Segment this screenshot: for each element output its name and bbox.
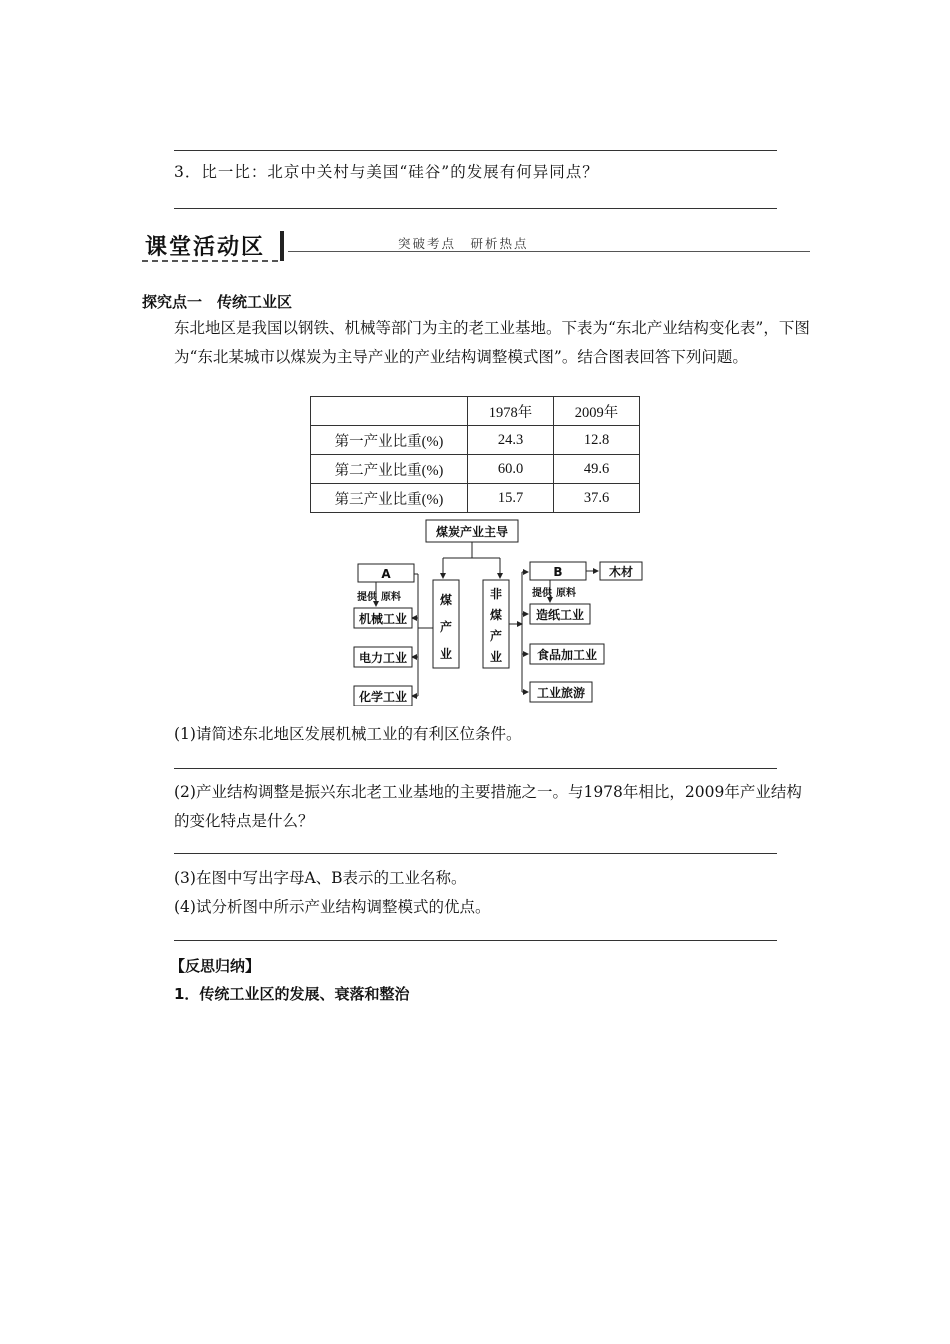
table-cell: 60.0 bbox=[468, 455, 554, 484]
table-row bbox=[311, 455, 640, 484]
diagram-a-label: A bbox=[381, 567, 391, 581]
banner-bar bbox=[280, 231, 284, 261]
banner-subtitle: 突破考点 研析热点 bbox=[398, 236, 529, 251]
diagram-vertical-char: 煤 bbox=[489, 608, 503, 622]
answer-line bbox=[174, 853, 777, 854]
table-cell: 37.6 bbox=[554, 484, 640, 513]
reflect-heading: 【反思归纳】 bbox=[170, 957, 261, 975]
diagram-vertical-char: 非 bbox=[489, 587, 503, 601]
answer-line bbox=[174, 940, 777, 941]
question-2: (2)产业结构调整是振兴东北老工业基地的主要措施之一。与1978年相比，2009年产业结构的变化特点是什么？ bbox=[174, 783, 802, 830]
diagram-vertical-char: 煤 bbox=[439, 593, 453, 607]
question-3b: (3)在图中写出字母A、B表示的工业名称。 bbox=[174, 869, 467, 887]
table-cell: 第二产业比重(%) bbox=[311, 455, 468, 484]
table-row bbox=[311, 484, 640, 513]
diagram-left-item: 化学工业 bbox=[358, 690, 408, 704]
banner-title: 课堂活动区 bbox=[145, 235, 266, 260]
diagram-right-item: 工业旅游 bbox=[536, 686, 586, 700]
section-title: 探究点一 传统工业区 bbox=[142, 293, 293, 311]
diagram-left-item: 机械工业 bbox=[358, 612, 408, 626]
diagram-left-material: 原料 bbox=[381, 592, 401, 603]
diagram-left-item: 电力工业 bbox=[358, 651, 408, 665]
intro-paragraph: 东北地区是我国以钢铁、机械等部门为主的老工业基地。下表为“东北产业结构变化表”，下图为“东北某城市以煤炭为主导产业的产业结构调整模式图”。结合图表回答下列问题。 bbox=[174, 319, 810, 366]
industry-adjustment-diagram bbox=[340, 516, 680, 706]
table-cell: 49.6 bbox=[554, 455, 640, 484]
answer-line bbox=[174, 208, 777, 209]
diagram-vertical-char: 产 bbox=[489, 629, 503, 643]
table-header-cell bbox=[311, 397, 468, 426]
banner-rule bbox=[288, 251, 810, 252]
diagram-vertical-char: 业 bbox=[439, 647, 453, 661]
answer-line bbox=[174, 150, 777, 151]
table-header-row bbox=[311, 397, 640, 426]
table-cell: 第一产业比重(%) bbox=[311, 426, 468, 455]
table-cell: 24.3 bbox=[468, 426, 554, 455]
diagram-vertical-char: 业 bbox=[489, 650, 503, 664]
diagram-right-item: 造纸工业 bbox=[535, 608, 585, 622]
diagram-right-material: 原料 bbox=[556, 588, 576, 599]
table-cell: 15.7 bbox=[468, 484, 554, 513]
diagram-wood-label: 木材 bbox=[608, 565, 634, 579]
diagram-right-supply: 提供 bbox=[532, 588, 552, 599]
question-4: (4)试分析图中所示产业结构调整模式的优点。 bbox=[174, 898, 491, 916]
question-1: (1)请简述东北地区发展机械工业的有利区位条件。 bbox=[174, 725, 522, 743]
diagram-vertical-char: 产 bbox=[439, 620, 453, 634]
diagram-right-item: 食品加工业 bbox=[536, 648, 598, 662]
point-1: 1．传统工业区的发展、衰落和整治 bbox=[174, 985, 410, 1003]
table-header-cell: 1978年 bbox=[468, 397, 554, 426]
industry-structure-table bbox=[310, 396, 640, 513]
table-cell: 第三产业比重(%) bbox=[311, 484, 468, 513]
diagram-b-label: B bbox=[553, 565, 563, 579]
diagram-top-label: 煤炭产业主导 bbox=[435, 525, 509, 539]
table-row bbox=[311, 426, 640, 455]
table-cell: 12.8 bbox=[554, 426, 640, 455]
diagram-coal-label bbox=[439, 592, 452, 661]
banner-dashed-underline bbox=[142, 260, 278, 262]
question-3: 3．比一比：北京中关村与美国“硅谷”的发展有何异同点？ bbox=[174, 163, 599, 181]
diagram-left-supply: 提供 bbox=[357, 592, 377, 603]
answer-line bbox=[174, 768, 777, 769]
table-header-cell: 2009年 bbox=[554, 397, 640, 426]
